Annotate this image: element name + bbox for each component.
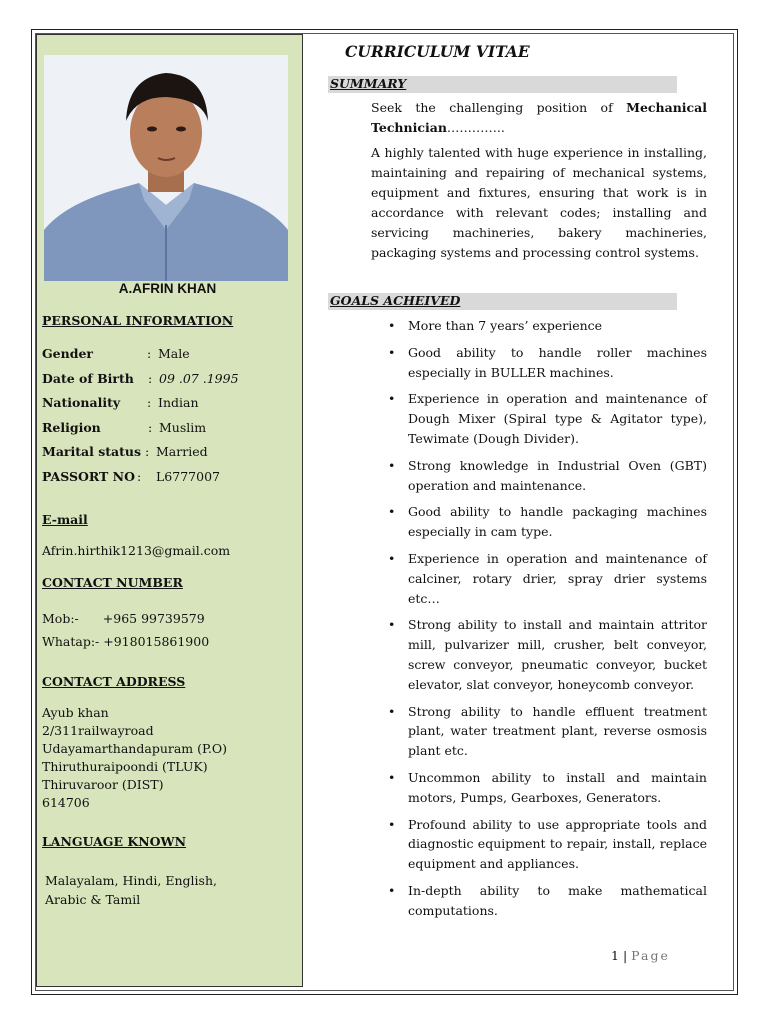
goal-text: Experience in operation and maintenance of calciner, rotary drier, spray drier systems etc… (408, 550, 707, 606)
objective-suffix: ………….. (446, 120, 505, 135)
summary-objective (371, 98, 707, 138)
summary-heading-bar (328, 76, 677, 93)
mobile-row (42, 611, 205, 626)
address-line: Udayamarthandapuram (P.O) (42, 741, 227, 756)
bullet-icon: • (388, 344, 396, 360)
bullet-icon: • (388, 504, 396, 520)
address-line: Thiruthuraipoondi (TLUK) (42, 759, 208, 774)
personal-label: Religion (42, 420, 101, 435)
address-line: Ayub khan (42, 705, 109, 720)
personal-value: Married (156, 444, 208, 459)
profile-photo (44, 55, 288, 281)
goals-heading-bar (328, 293, 677, 310)
address-line: 614706 (42, 795, 90, 810)
objective-prefix: Seek the challenging position of (371, 100, 627, 115)
goal-text: Good ability to handle packaging machines especially in cam type. (408, 504, 707, 540)
personal-sep: : (145, 444, 150, 459)
list-item (388, 389, 707, 448)
bullet-icon: • (388, 550, 396, 566)
address-block (42, 704, 227, 812)
whatsapp-number[interactable]: +918015861900 (103, 634, 210, 649)
whatsapp-row (42, 634, 209, 649)
summary-paragraph: A highly talented with huge experience in installing, maintaining and repairing of mechanical systems, equipment and fixtures, ensuring that work is in accordance with relevant codes; installing and servicing machineries, bakery machineries, packaging systems and processing control systems. (371, 145, 707, 260)
bullet-icon: • (388, 457, 396, 473)
personal-value: 09 .07 .1995 (159, 371, 239, 386)
goal-text: Strong ability to handle effluent treatment plant, water treatment plant, reverse osmosis plant etc. (408, 703, 707, 759)
list-item (388, 549, 707, 608)
list-item (388, 456, 707, 496)
personal-sep: : (148, 371, 153, 386)
personal-value: Male (158, 346, 190, 361)
language-heading: LANGUAGE KNOWN (42, 834, 187, 849)
personal-sep: : (148, 420, 153, 435)
list-item (388, 768, 707, 808)
list-item (388, 881, 707, 921)
summary-heading: SUMMARY (330, 76, 407, 91)
contact-number-heading: CONTACT NUMBER (42, 575, 183, 590)
page-footer (611, 948, 670, 963)
goal-text: Strong knowledge in Industrial Oven (GBT) operation and maintenance. (408, 457, 707, 493)
personal-sep: : (137, 469, 142, 484)
goal-text: Profound ability to use appropriate tools and diagnostic equipment to repair, install, replace equipment and appliances. (408, 816, 707, 872)
personal-value: Muslim (159, 420, 207, 435)
goal-text: Uncommon ability to install and maintain motors, Pumps, Gearboxes, Generators. (408, 769, 707, 805)
email-value[interactable]: Afrin.hirthik1213@gmail.com (42, 543, 231, 558)
list-item (388, 702, 707, 761)
mobile-number[interactable]: +965 99739579 (102, 611, 205, 626)
personal-label: Marital status (42, 444, 142, 459)
goals-heading: GOALS ACHEIVED (330, 293, 461, 308)
languages-block (45, 871, 217, 909)
bullet-icon: • (388, 617, 396, 633)
bullet-icon: • (388, 882, 396, 898)
page-separator: | (622, 948, 628, 963)
mobile-label: Mob:- (42, 611, 79, 626)
list-item (388, 815, 707, 874)
goals-list (388, 316, 707, 928)
goal-text: Strong ability to install and maintain attritor mill, pulvarizer mill, crusher, belt conveyor, screw conveyor, pneumatic conveyor, bucket elevator, slat conveyor, honeycomb conveyor. (408, 617, 707, 692)
address-line: Thiruvaroor (DIST) (42, 777, 164, 792)
personal-value: L6777007 (156, 469, 220, 484)
list-item (388, 343, 707, 383)
bullet-icon: • (388, 769, 396, 785)
personal-sep: : (147, 395, 152, 410)
address-line: 2/311railwayroad (42, 723, 154, 738)
personal-sep: : (147, 346, 152, 361)
bullet-icon: • (388, 816, 396, 832)
languages-line: Arabic & Tamil (45, 892, 141, 907)
email-heading: E-mail (42, 512, 88, 527)
languages-line: Malayalam, Hindi, English, (45, 873, 217, 888)
goal-text: In-depth ability to make mathematical computations. (408, 882, 707, 918)
personal-label: PASSORT NO (42, 469, 135, 484)
goal-text: More than 7 years’ experience (408, 318, 603, 333)
personal-label: Nationality (42, 395, 121, 410)
list-item (388, 316, 707, 336)
personal-label: Date of Birth (42, 371, 134, 386)
bullet-icon: • (388, 318, 396, 333)
contact-address-heading: CONTACT ADDRESS (42, 674, 186, 689)
whatsapp-label: Whatap:- (42, 634, 100, 649)
personal-info-heading: PERSONAL INFORMATION (42, 313, 234, 328)
document-title: CURRICULUM VITAE (345, 42, 530, 61)
objective-position: Mechanical Technician (371, 100, 707, 135)
bullet-icon: • (388, 703, 396, 719)
personal-value: Indian (158, 395, 199, 410)
bullet-icon: • (388, 391, 396, 407)
page-number: 1 (611, 948, 619, 963)
page-word: Page (631, 948, 670, 963)
goal-text: Experience in operation and maintenance of Dough Mixer (Spiral type & Agitator type), Tewimate (Dough Divider). (408, 391, 707, 446)
goal-text: Good ability to handle roller machines especially in BULLER machines. (408, 344, 707, 380)
candidate-name: A.AFRIN KHAN (118, 281, 217, 296)
personal-label: Gender (42, 346, 93, 361)
list-item (388, 615, 707, 694)
list-item (388, 502, 707, 542)
